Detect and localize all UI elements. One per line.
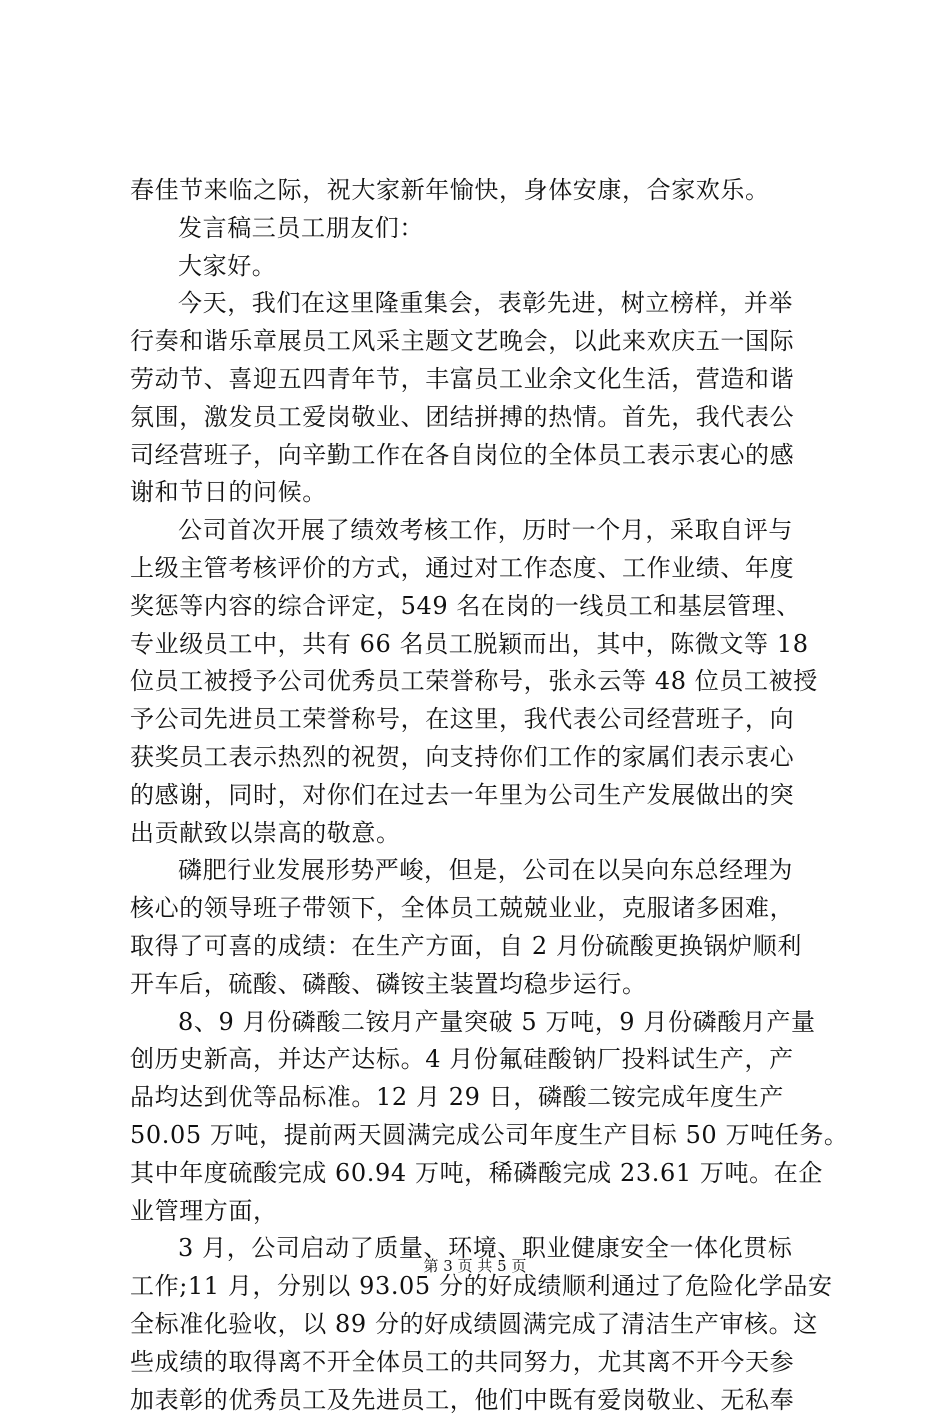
text-line: 上级主管考核评价的方式，通过对工作态度、工作业绩、年度: [130, 550, 830, 588]
text-line: 出贡献致以崇高的敬意。: [130, 815, 830, 853]
text-line: 专业级员工中，共有 66 名员工脱颖而出，其中，陈微文等 18: [130, 626, 830, 664]
text-line: 8、9 月份磷酸二铵月产量突破 5 万吨，9 月份磷酸月产量: [130, 1004, 830, 1042]
text-line: 发言稿三员工朋友们：: [130, 210, 830, 248]
text-line: 春佳节来临之际，祝大家新年愉快，身体安康，合家欢乐。: [130, 172, 830, 210]
text-line: 加表彰的优秀员工及先进员工，他们中既有爱岗敬业、无私奉: [130, 1382, 830, 1419]
text-line: 行奏和谐乐章展员工风采主题文艺晚会，以此来欢庆五一国际: [130, 323, 830, 361]
text-line: 核心的领导班子带领下，全体员工兢兢业业，克服诸多困难，: [130, 890, 830, 928]
text-line: 其中年度硫酸完成 60.94 万吨，稀磷酸完成 23.61 万吨。在企: [130, 1155, 830, 1193]
text-line: 位员工被授予公司优秀员工荣誉称号，张永云等 48 位员工被授: [130, 663, 830, 701]
text-line: 品均达到优等品标准。12 月 29 日，磷酸二铵完成年度生产: [130, 1079, 830, 1117]
text-line: 3 月，公司启动了质量、环境、职业健康安全一体化贯标: [130, 1230, 830, 1268]
text-line: 获奖员工表示热烈的祝贺，向支持你们工作的家属们表示衷心: [130, 739, 830, 777]
text-line: 50.05 万吨，提前两天圆满完成公司年度生产目标 50 万吨任务。: [130, 1117, 830, 1155]
text-line: 的感谢，同时，对你们在过去一年里为公司生产发展做出的突: [130, 777, 830, 815]
text-line: 今天，我们在这里隆重集会，表彰先进，树立榜样，并举: [130, 285, 830, 323]
text-line: 取得了可喜的成绩：在生产方面，自 2 月份硫酸更换锅炉顺利: [130, 928, 830, 966]
text-line: 磷肥行业发展形势严峻，但是，公司在以吴向东总经理为: [130, 852, 830, 890]
text-line: 氛围，激发员工爱岗敬业、团结拼搏的热情。首先，我代表公: [130, 399, 830, 437]
text-line: 些成绩的取得离不开全体员工的共同努力，尤其离不开今天参: [130, 1344, 830, 1382]
text-line: 劳动节、喜迎五四青年节，丰富员工业余文化生活，营造和谐: [130, 361, 830, 399]
text-line: 开车后，硫酸、磷酸、磷铵主装置均稳步运行。: [130, 966, 830, 1004]
text-line: 谢和节日的问候。: [130, 474, 830, 512]
text-line: 予公司先进员工荣誉称号，在这里，我代表公司经营班子，向: [130, 701, 830, 739]
text-line: 业管理方面，: [130, 1193, 830, 1231]
text-line: 工作;11 月，分别以 93.05 分的好成绩顺利通过了危险化学品安: [130, 1268, 830, 1306]
page-number-footer: 第 3 页 共 5 页: [0, 1256, 950, 1276]
text-line: 公司首次开展了绩效考核工作，历时一个月，采取自评与: [130, 512, 830, 550]
text-line: 全标准化验收，以 89 分的好成绩圆满完成了清洁生产审核。这: [130, 1306, 830, 1344]
text-line: 大家好。: [130, 248, 830, 286]
text-line: 奖惩等内容的综合评定，549 名在岗的一线员工和基层管理、: [130, 588, 830, 626]
text-line: 创历史新高，并达产达标。4 月份氟硅酸钠厂投料试生产，产: [130, 1041, 830, 1079]
document-body: [130, 172, 830, 1419]
text-line: 司经营班子，向辛勤工作在各自岗位的全体员工表示衷心的感: [130, 437, 830, 475]
